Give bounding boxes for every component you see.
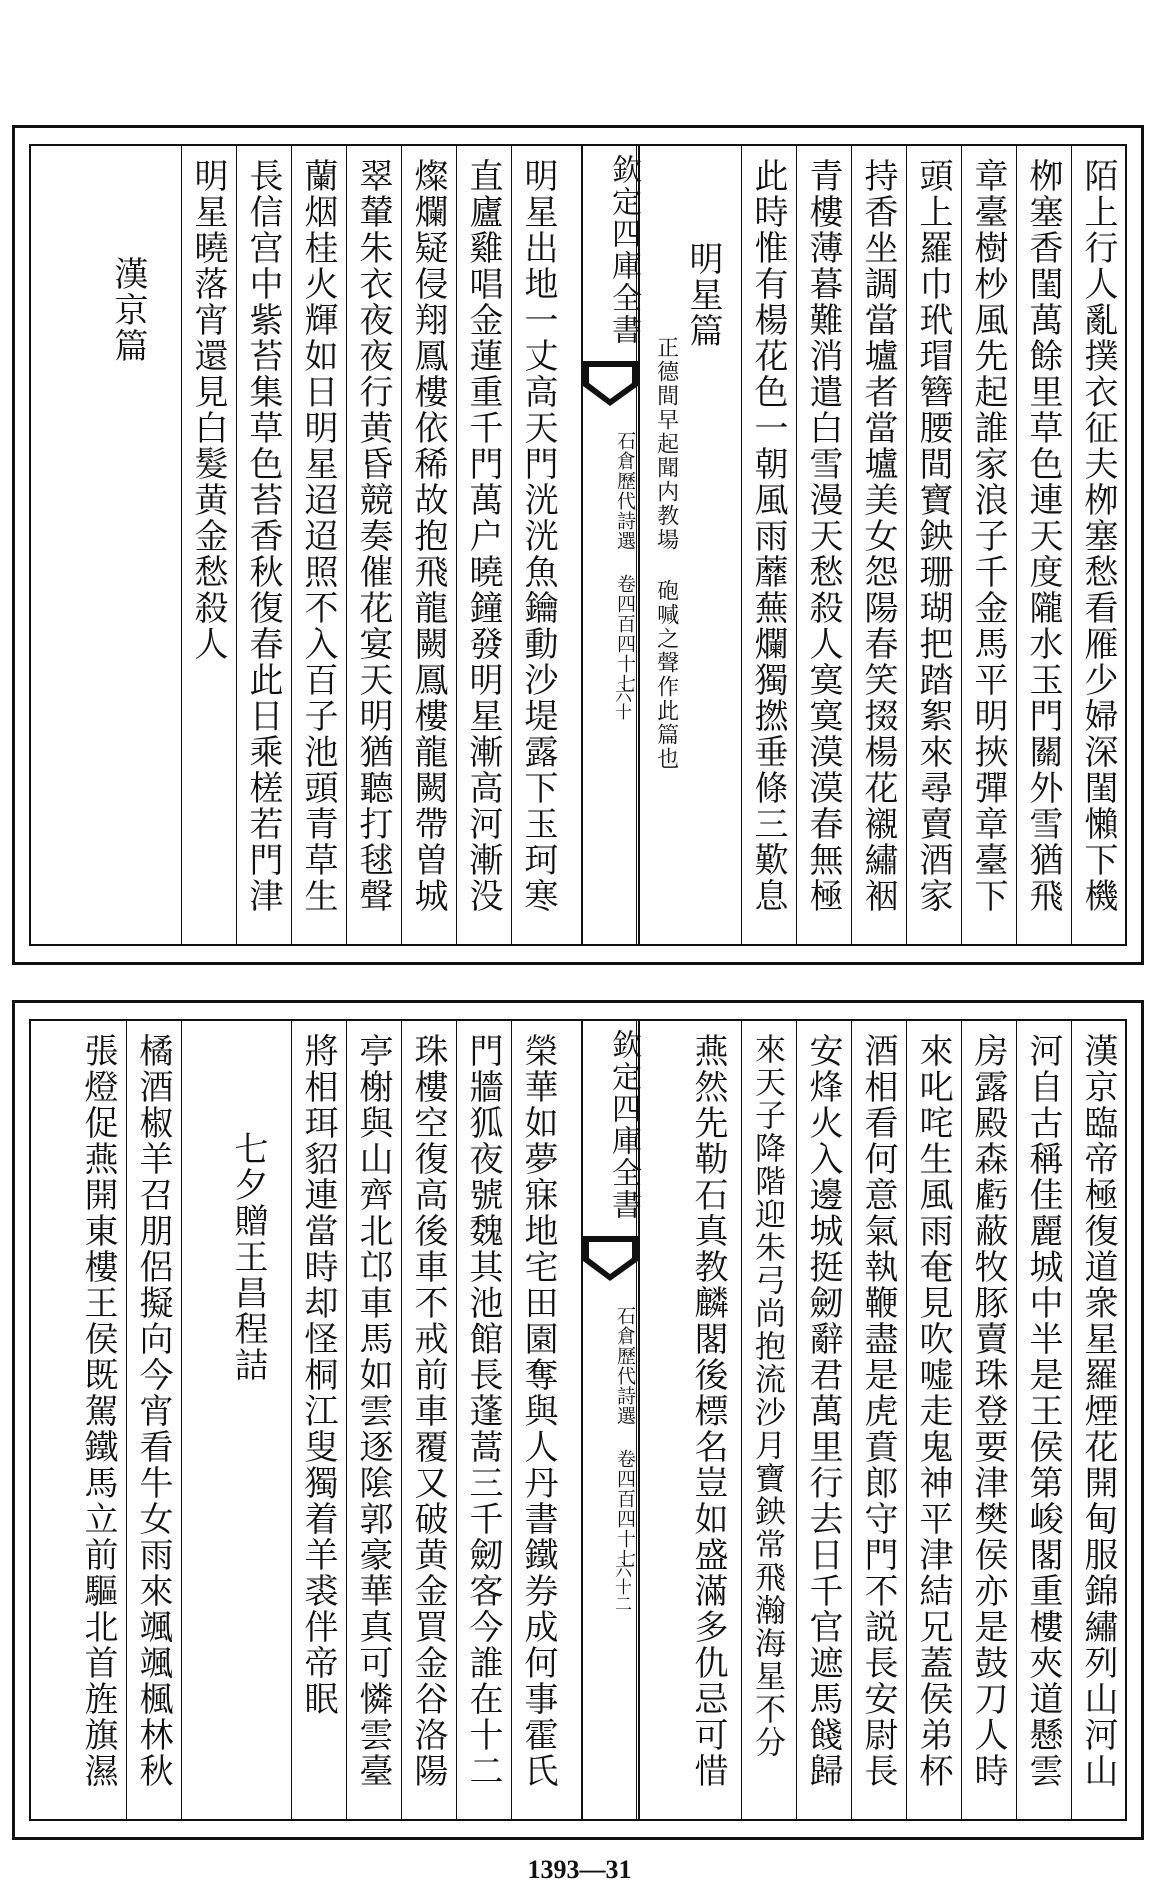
column-rule [511, 146, 512, 944]
text-column: 陌上行人亂撲衣征夫栁塞愁看雁少婦深閨懶下機 [1078, 158, 1118, 914]
column-rule [1071, 1021, 1072, 1819]
fishtail-mark [583, 1236, 638, 1296]
lower-page-frame [29, 1019, 1127, 1821]
page-footer-number: 1393—31 [527, 1855, 632, 1884]
text-column: 珠樓空復高後車不戒前車覆又破黄金買金谷洛陽 [408, 1033, 448, 1789]
poem-note-line: 砲喊之聲作此篇也 [653, 579, 679, 771]
text-column: 燕然先勒石真教麟閣後標名豈如盛滿多仇忌可惜 [688, 1033, 728, 1789]
text-column: 將相珥貂連當時却怪桐江叟獨着羊裘伴帝眠 [298, 1033, 338, 1717]
book-title: 欽定四庫全書 [606, 154, 641, 346]
column-rule [291, 146, 292, 944]
column-rule [1016, 1021, 1017, 1819]
poem-note-line: 正德間早起聞内教場 [653, 336, 679, 552]
text-column: 門牆狐夜號魏其池館長蓬蒿三千劒客今誰在十二 [463, 1033, 503, 1789]
text-column: 河自古稱佳麗城中半是王侯第峻閣重樓夾道懸雲 [1023, 1033, 1063, 1789]
book-title: 欽定四庫全書 [606, 1029, 641, 1221]
upper-page-frame [29, 144, 1127, 946]
source-title [587, 431, 634, 694]
page-number: 六十二 [611, 1561, 631, 1612]
text-column: 酒相看何意氣執鞭盡是虎賁郎守門不説長安尉長 [858, 1033, 898, 1789]
text-column: 亭榭與山齊北邙車馬如雲逐隂郭豪華真可憐雲臺 [353, 1033, 393, 1789]
text-column: 明星曉落宵還見白髮黄金愁殺人 [188, 158, 228, 662]
poem-title: 明星篇 [683, 241, 723, 349]
center-fold [581, 1021, 640, 1819]
text-column: 持香坐調當壚者當壚美女怨陽春笑掇楊花襯繡裀 [858, 158, 898, 914]
upper-page [12, 125, 1144, 965]
source-line: 石倉歷代詩選 [614, 1306, 636, 1426]
column-rule [796, 146, 797, 944]
text-column: 此時惟有楊花色一朝風雨蘼蕪爛獨撚垂條三歎息 [748, 158, 788, 914]
text-column: 明星出地一丈高天門洸洸魚鑰動沙堤露下玉珂寒 [518, 158, 558, 914]
fishtail-mark [583, 361, 638, 421]
source-line: 卷四百四十七 [614, 1449, 636, 1569]
column-rule [126, 1021, 127, 1819]
text-column: 栁塞香閨萬餘里草色連天度隴水玉門關外雪猶飛 [1023, 158, 1063, 914]
page-number: 六十 [611, 686, 631, 720]
text-column: 頭上羅巾玳瑁簪腰間寶鉠珊瑚把踏絮來尋賣酒家 [913, 158, 953, 914]
column-rule [851, 1021, 852, 1819]
column-rule [181, 1021, 182, 1819]
text-column: 來叱咤生風雨奄見吹嘘走鬼神平津結兄蓋侯弟杯 [913, 1033, 953, 1789]
text-column: 張燈促燕開東樓王侯既駕鐵馬立前驅北首旌旗濕 [78, 1033, 118, 1789]
column-rule [961, 146, 962, 944]
text-column: 房露殿森虧蔽牧豚賣珠登要津樊侯亦是鼓刀人時 [968, 1033, 1008, 1789]
text-column: 章臺樹杪風先起誰家浪子千金馬平明挾彈章臺下 [968, 158, 1008, 914]
next-poem-title: 七夕贈王昌程詰 [228, 1131, 268, 1383]
poem-note [651, 336, 680, 936]
column-rule [741, 146, 742, 944]
column-rule [1016, 146, 1017, 944]
text-column: 來天子降階迎朱弓尚抱流沙月寶鉠常飛瀚海星不分 [749, 1033, 785, 1759]
column-rule [401, 146, 402, 944]
text-column: 橘酒椒羊召朋侶擬向今宵看牛女雨來颯颯楓林秋 [133, 1033, 173, 1789]
column-rule [741, 1021, 742, 1819]
column-rule [1071, 146, 1072, 944]
column-rule [961, 1021, 962, 1819]
column-rule [456, 146, 457, 944]
column-rule [906, 1021, 907, 1819]
text-column: 漢京臨帝極復道衆星羅煙花開甸服錦繡列山河山 [1078, 1033, 1118, 1789]
text-column: 青樓薄暮難消遣白雪漫天愁殺人寞寞漠漠春無極 [803, 158, 843, 914]
lower-page [12, 1000, 1144, 1840]
column-rule [796, 1021, 797, 1819]
column-rule [401, 1021, 402, 1819]
text-column: 榮華如夢寐地宅田園奪與人丹書鐵券成何事霍氏 [518, 1033, 558, 1789]
text-column: 燦爛疑侵翔鳳樓依稀故抱飛龍闕鳳樓龍闕帶曽城 [408, 158, 448, 914]
column-rule [456, 1021, 457, 1819]
source-line: 石倉歷代詩選 [614, 431, 636, 551]
column-rule [291, 1021, 292, 1819]
text-column: 翠輦朱衣夜夜行黄昏競奏催花宴天明猶聽打毬聲 [353, 158, 393, 914]
column-rule [511, 1021, 512, 1819]
next-poem-title: 漢京篇 [108, 256, 148, 364]
column-rule [181, 146, 182, 944]
text-column: 直廬雞唱金蓮重千門萬户曉鐘發明星漸高河漸没 [463, 158, 503, 914]
column-rule [346, 146, 347, 944]
column-rule [236, 146, 237, 944]
source-line: 卷四百四十七 [614, 574, 636, 694]
column-rule [346, 1021, 347, 1819]
center-fold [581, 146, 640, 944]
column-rule [851, 146, 852, 944]
text-column: 長信宫中紫苔集草色苔香秋復春此日乘槎若門津 [243, 158, 283, 914]
text-column: 安烽火入邊城挺劒辭君萬里行去日千官遮馬餞歸 [803, 1033, 843, 1789]
source-title [587, 1306, 634, 1569]
text-column: 蘭烟桂火輝如日明星迢迢照不入百子池頭青草生 [298, 158, 338, 914]
column-rule [906, 146, 907, 944]
